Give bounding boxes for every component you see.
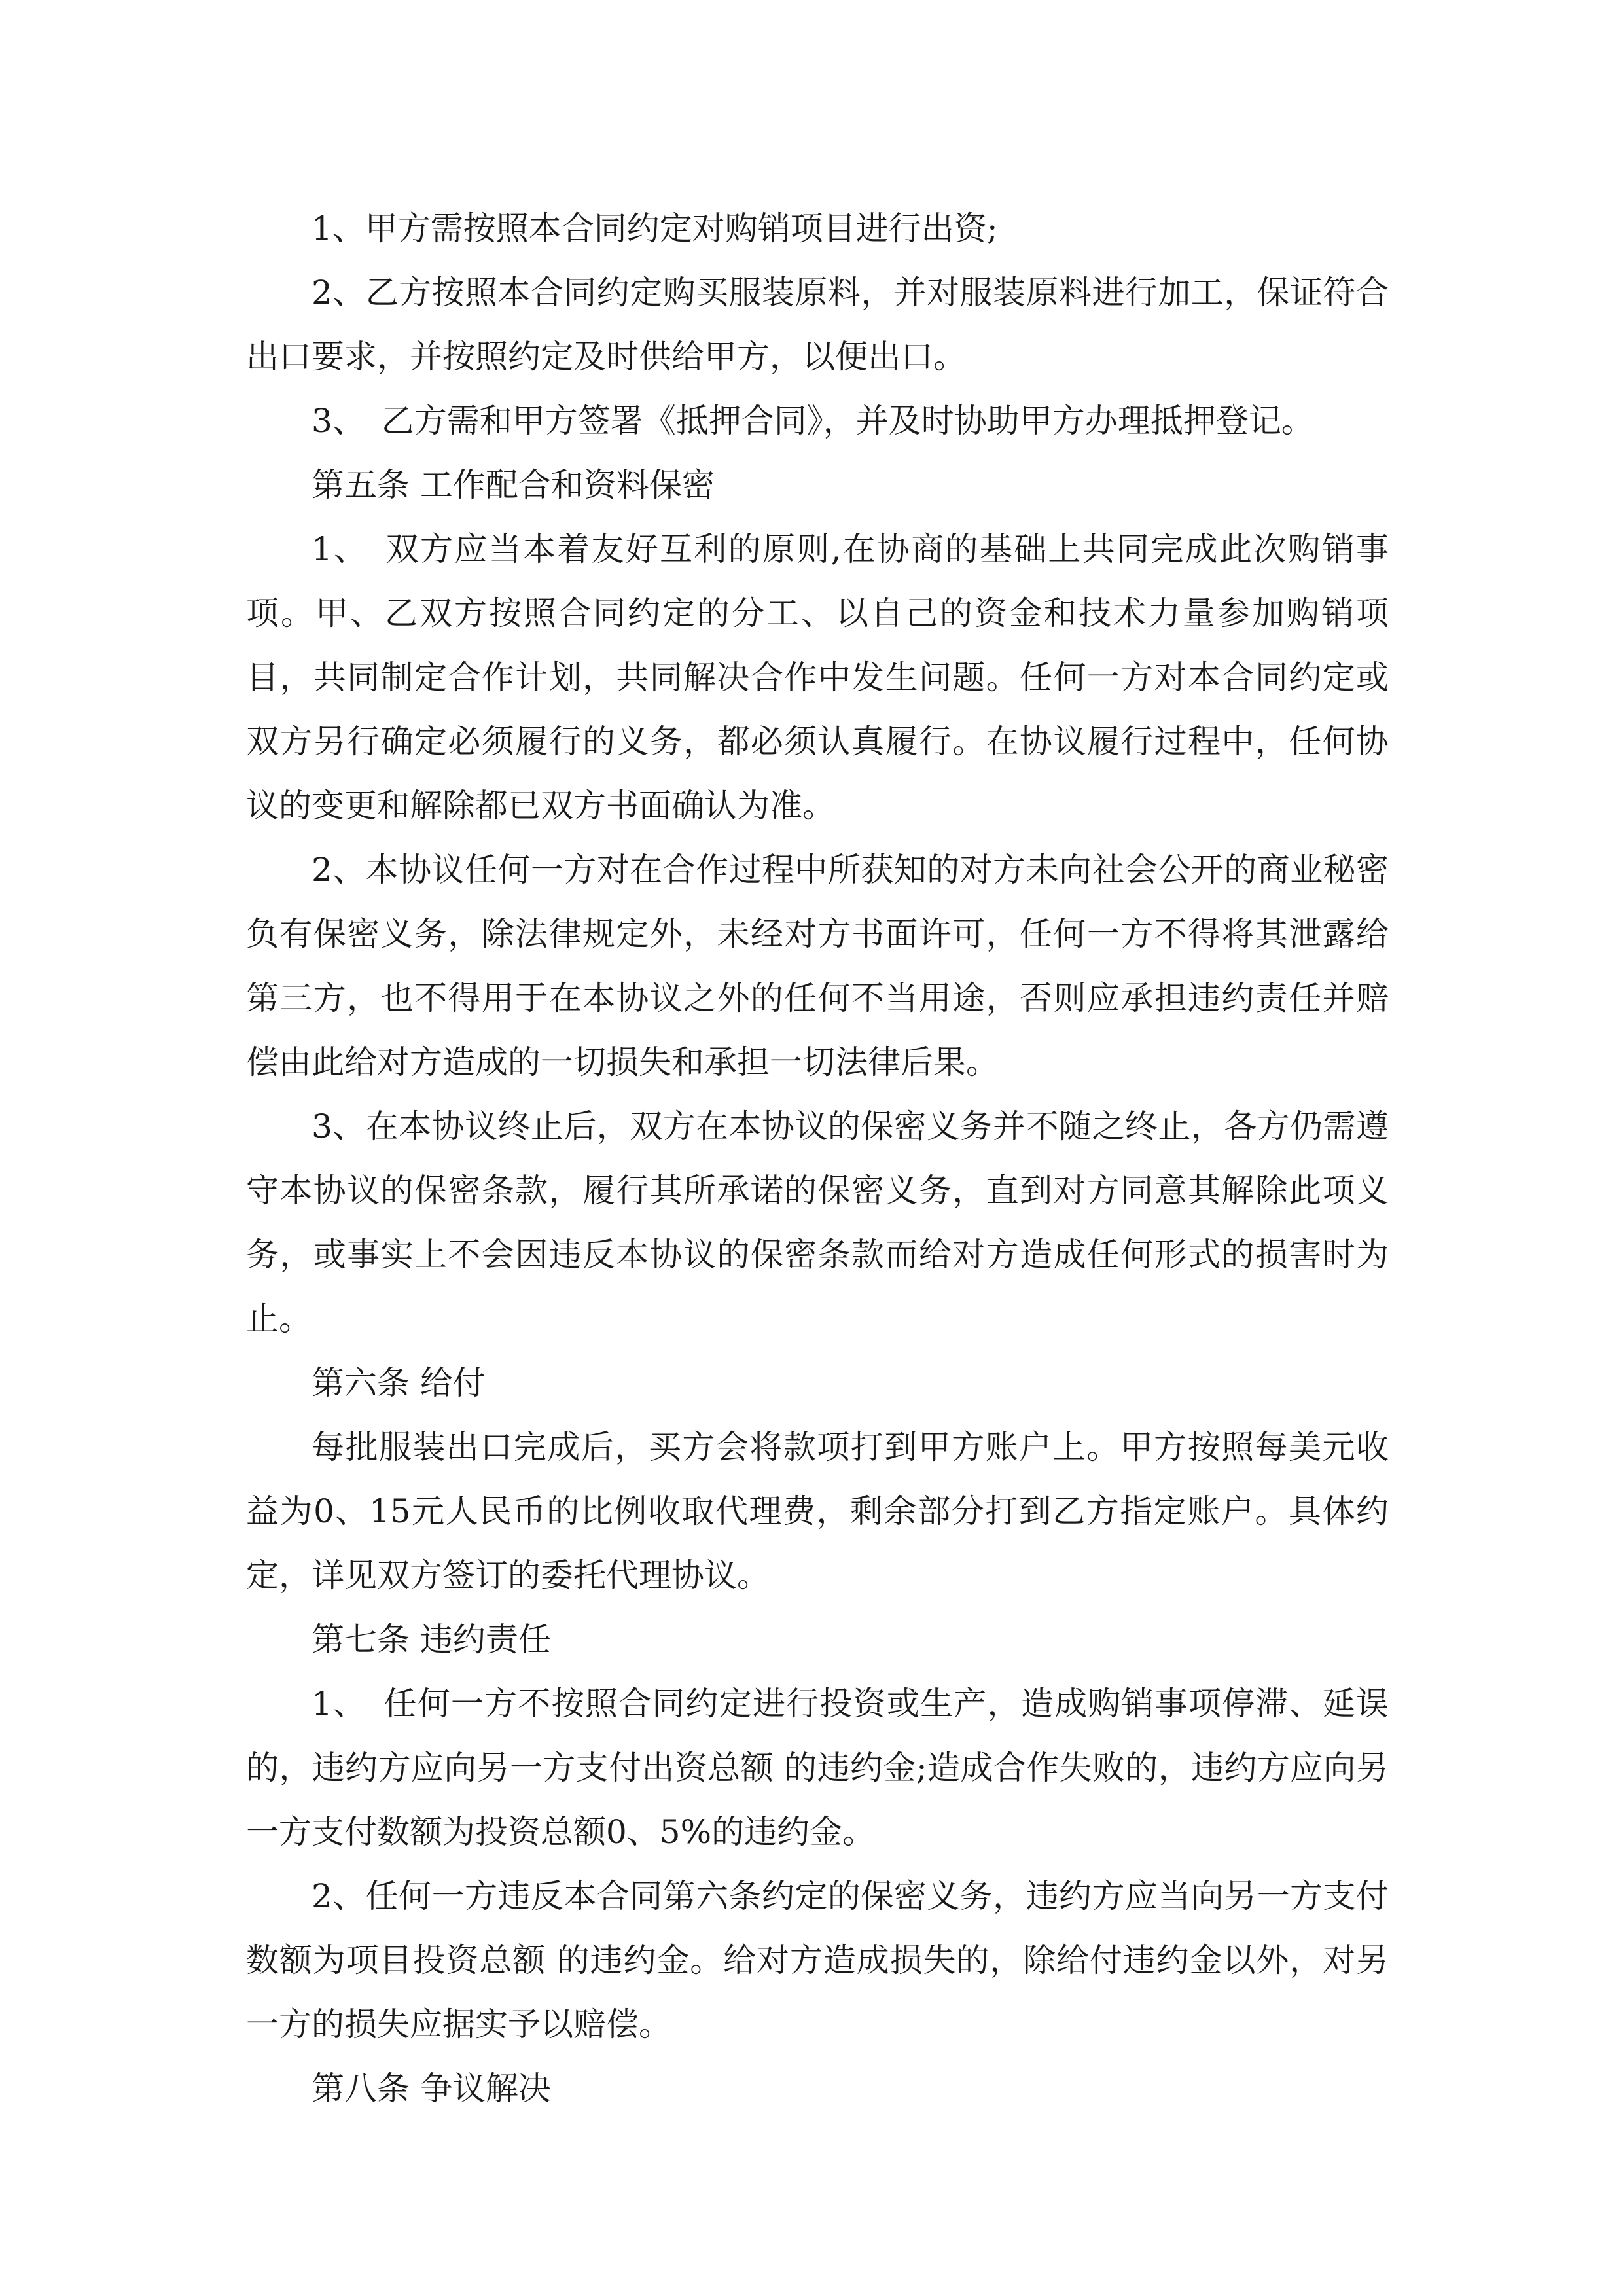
document-body — [246, 196, 1389, 2121]
article-heading: 第六条 给付 — [312, 1364, 486, 1402]
clause-paragraph: 3、 乙方需和甲方签署《抵押合同》，并及时协助甲方办理抵押登记。 — [312, 402, 1314, 440]
clause-paragraph: 2、乙方按照本合同约定购买服装原料，并对服装原料进行加工，保证符合出口要求，并按照约定及时供给甲方，以便出口。 — [246, 274, 1389, 376]
clause-paragraph: 每批服装出口完成后，买方会将款项打到甲方账户上。甲方按照每美元收益为0、15元人民币的比例收取代理费，剩余部分打到乙方指定账户。具体约定，详见双方签订的委托代理协议。 — [246, 1428, 1389, 1594]
clause-paragraph: 1、 双方应当本着友好互利的原则,在协商的基础上共同完成此次购销事项。甲、乙双方按照合同约定的分工、以自己的资金和技术力量参加购销项目，共同制定合作计划，共同解决合作中发生问题。任何一方对本合同约定或双方另行确定必须履行的义务，都必须认真履行。在协议履行过程中，任何协议的变更和解除都已双方书面确认为准。 — [246, 530, 1389, 825]
clause-paragraph: 2、本协议任何一方对在合作过程中所获知的对方未向社会公开的商业秘密负有保密义务，除法律规定外，未经对方书面许可，任何一方不得将其泄露给第三方，也不得用于在本协议之外的任何不当用途，否则应承担违约责任并赔偿由此给对方造成的一切损失和承担一切法律后果。 — [246, 851, 1389, 1081]
clause-paragraph: 1、 任何一方不按照合同约定进行投资或生产，造成购销事项停滞、延误的，违约方应向另一方支付出资总额 的违约金;造成合作失败的，违约方应向另一方支付数额为投资总额0、5%的违约金。 — [246, 1685, 1389, 1851]
article-heading: 第七条 违约责任 — [312, 1621, 551, 1659]
article-heading: 第五条 工作配合和资料保密 — [312, 466, 715, 504]
article-heading: 第八条 争议解决 — [312, 2070, 551, 2108]
clause-paragraph: 3、在本协议终止后，双方在本协议的保密义务并不随之终止，各方仍需遵守本协议的保密条款，履行其所承诺的保密义务，直到对方同意其解除此项义务，或事实上不会因违反本协议的保密条款而给对方造成任何形式的损害时为止。 — [246, 1107, 1389, 1338]
clause-paragraph: 2、任何一方违反本合同第六条约定的保密义务，违约方应当向另一方支付数额为项目投资总额 的违约金。给对方造成损失的，除给付违约金以外，对另一方的损失应据实予以赔偿。 — [246, 1877, 1389, 2043]
clause-paragraph: 1、甲方需按照本合同约定对购销项目进行出资; — [312, 209, 998, 247]
